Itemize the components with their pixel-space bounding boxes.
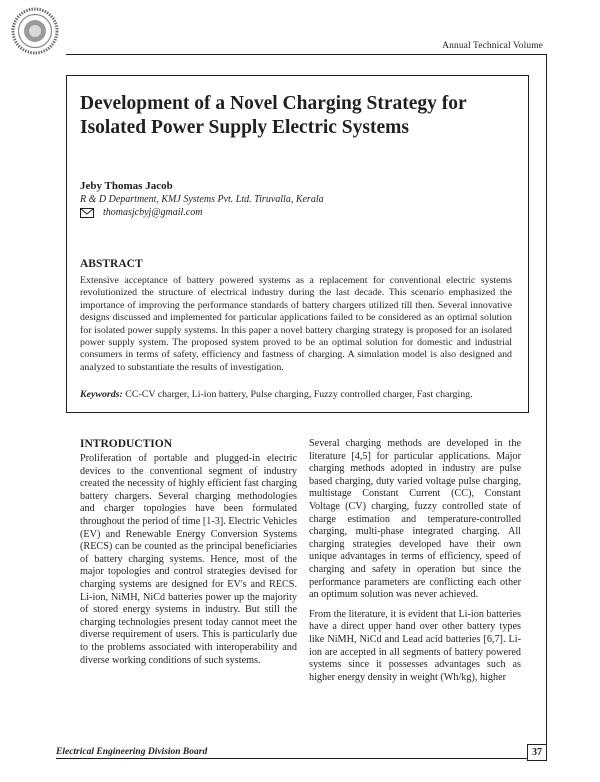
abstract-body: Extensive acceptance of battery powered systems as a replacement for conventional electric systems revolutionized the structure of electrical industry during the last decade. This scenario emphasized the importance of improving the performance standards of battery chargers utilized till then. Several innovative designs discussed and implemented for particular applications failed to be considered as an optimal solution for isolated power supply systems. In this paper a novel battery charging strategy is proposed for an isolated power supply system. The proposed system proved to be an optimal solution for domestic and industrial consumers in terms of safety, efficiency and fastness of charging. A simulation model is also designed and analyzed to substantiate the results of investigation. [80, 275, 512, 373]
paragraph: Proliferation of portable and plugged-in electric devices to the conventional segment of industry created the necessity of highly efficient fast charging battery chargers. Several charging methodologies and charger topologies have been formulated throughout the period of time [1-3]. Electric Vehicles (EV) and Renewable Energy Conversion Systems (RECS) can be counted as the principal beneficiaries of battery charging systems. Hence, most of the major topologies and control strategies devised for charging systems are designed for EV's and RECS. Li-ion, NiMH, NiCd batteries power up the majority of stored energy systems in industry. But still the charging technologies present today cannot meet the diverse requirement of users. This is particularly due to the problems associated with interoperability and diverse working conditions of such systems. [80, 453, 297, 666]
author-affiliation: R & D Department, KMJ Systems Pvt. Ltd. Tiruvalla, Kerala [80, 194, 324, 205]
keywords-line [80, 389, 520, 401]
paragraph: From the literature, it is evident that Li-ion batteries have a direct upper hand over other battery types like NiMH, NiCd and Lead acid batteries [6,7]. Li-ion are accepted in all segments of battery powered systems since it possesses advantages such as higher energy density in weight (Wh/kg), higher [309, 608, 521, 683]
author-name: Jeby Thomas Jacob [80, 180, 173, 192]
paper-title: Development of a Novel Charging Strategy for Isolated Power Supply Electric Systems [80, 93, 467, 138]
email-address[interactable]: thomasjcbyj@gmail.com [103, 207, 203, 218]
publication-name: Annual Technical Volume [442, 41, 543, 51]
envelope-icon [80, 208, 94, 218]
keywords-label: Keywords: [80, 389, 123, 400]
author-email [80, 207, 202, 218]
abstract-heading: ABSTRACT [80, 258, 143, 270]
left-column [80, 453, 297, 667]
paragraph: Several charging methods are developed in the literature [4,5] for particular applications. Major charging methods adopted in industry are pulse based charging, duty varied voltage pulse charging, multistage Constant Current (CC), Constant Voltage (CV) charging, fuzzy controlled state of charge estimation and temperature-controlled charging, multi-phase integrated charging. All charging strategies developed have their own unique advantages in terms of efficiency, speed of charging and safety in operation but since the performance parameters are conflicting each other an optimum solution was never achieved. [309, 438, 521, 601]
right-column [309, 438, 521, 684]
emblem-seal-icon [11, 7, 59, 55]
keywords-text: CC-CV charger, Li-ion battery, Pulse charging, Fuzzy controlled charger, Fast charging. [122, 389, 473, 400]
header-rule [66, 54, 547, 55]
footer-rule [56, 758, 547, 759]
margin-rule [546, 54, 547, 754]
introduction-heading: INTRODUCTION [80, 438, 173, 450]
footer-organization: Electrical Engineering Division Board [56, 747, 208, 757]
page-number: 37 [527, 744, 547, 761]
